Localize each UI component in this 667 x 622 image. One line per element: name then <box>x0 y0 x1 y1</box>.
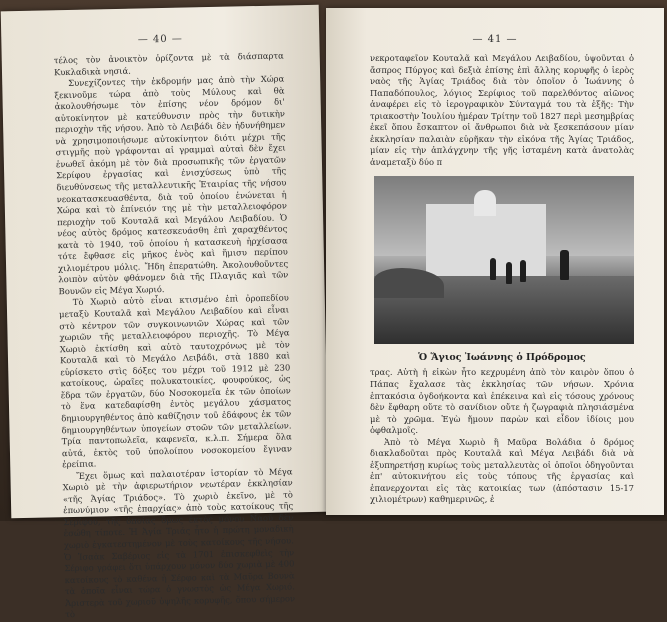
paragraph: τρας. Αὐτὴ ἡ εἰκὼν ἦτο κεχρυμένη ἀπὸ τὸν καιρὸν ὅπου ὁ Πάπας ἔχαλασε τὰς ἐκκλησίας τῶν νήσων. Χρόνια ἑπτακόσια ὀγδοήκοντα καὶ ἐπέκεινα καὶ εἰς τόσους χρόνους δὲν ἔφθαρη οὔτε τὸ σανίδιον οὔτε ἡ ζωγραφιὰ πλησιάσμένα μὲ τὸ χρῶμα. Ἐγὼ ἤμουν παρὼν καὶ εἶδον ἰδίοις μου ὀφθαλμοῖς. <box>370 367 634 436</box>
photo-person <box>520 260 526 282</box>
left-page <box>1 5 330 620</box>
paragraph: Τὸ Χωριὸ αὐτὸ εἶναι κτισμένο ἐπὶ ὀροπεδίου μεταξὺ Κουταλᾶ καὶ Μεγάλου Λειβαδίου καὶ εἶναι στὸ κέντρον τῶν συγκοινωνιῶν Χώρας καὶ τῶν χωριῶν τῆς μεταλλειοφόρου περιοχῆς. Τὸ Μέγα Χωριὸ ἐκτίσθη καὶ αὐτὸ ταυτοχρόνως μὲ τὸν Κουταλᾶ καὶ τὸ Μεγάλο Λειβάδι, στὰ 1880 καὶ εὑρίσκετο στὶς δόξες του μέχρι τοῦ 1912 μὲ 230 κατοίκους, ὡραῖες πολυκατοικίες, φουφούκος, ὡς ἕδρα τῶν ἐργατῶν, δύο Νοσοκομεῖα ἐκ τῶν ὁποίων τὸ ἕνα κατεδαφίσθη ἐντὸς μεγάλου χάσματος δημιουργηθέντος ἀπὸ καθίζησιν τοῦ ἐδάφους ἐκ τῶν δημιουργηθέντων ὑπογείων στοῶν τῶν μεταλλείων. Τρία παντοπωλεῖα, καφενεῖα, κ.λ.π. Σήμερα ὅλα αὐτά, ἐκτὸς τοῦ ὑπολοίπου νοσοκομείου ἔγιναν ἐρείπια. <box>58 292 293 470</box>
page-number-left: — 40 — <box>137 33 184 46</box>
paragraph: Ἀπὸ τὸ Μέγα Χωριὸ ἢ Μαῦρα Βολάδια ὁ δρόμος διακλαδοῦται πρὸς Κουταλᾶ καὶ Μέγα Λειβάδι διὰ νὰ ἐξυπηρετήσῃ κυρίως τοὺς μεταλλευτὰς οἱ ὁποῖοι ὁδηγοῦνται ἐπ' αὐτοκινήτου εἰς τοὺς τόπους τῆς ἐργασίας καὶ ἐπανερχονται εἰς τὰς κατοικίας των (ἀπόστασιν 15-17 χιλιομέτρων) καθημερινῶς, ἐ <box>370 436 634 505</box>
left-page-text <box>2 50 332 622</box>
paragraph: τέλος τὸν ἀνοικτὸν ὁρίζοντα μὲ τὰ διάσπαρτα Κυκλαδικὰ νησιά. <box>53 50 284 77</box>
right-page-text-top <box>326 53 664 168</box>
paragraph: Ἔχει ὅμως καὶ παλαιοτέραν ἱστορίαν τὸ Μέγα Χωριὸ μὲ τὴν ἀφιερωτήριον νεωτέραν ἐκκλησίαν «τῆς Ἁγίας Τριάδος». Τὸ χωριὸ ἐκεῖνο, μὲ τὸ ἐπωνύμιον «τῆς ἐπαρχίας» ἀπὸ τοὺς κατοίκους τῆς Σερίφου, τῆς ὁποίας ὅμως ἐκτὸς μόνου Ναοῦ δὲν ἐσώθη τίποτε. Ἡ Ἀγία Τριάς ἦτο ἡ πρώτη μοναδικὴ χωριὸ ἐγκατεστημένον μὲ τοὺς κατοίκους τῆς νήσου. Ὁ Ἰσαὰκ Σαβέριος εἰς τὰ 1701 ἐπισκεφθεὶς τὴν Σέριφο γράφει ὅτι ὑπάρχουν μόνον δύο χωριὰ μὲ 400 κατοίκους τὸ καθένα ἡ Σέρφο καὶ τὰ Μαῦρα Βουνὰ τὰ ὁποῖα εἶναι τώρα ὁ γνωστὸς ὡς Μέγα Χωριό. Ἀριστερὰ τοῦ χωριοῦ ὑψηλῆς κορυφῆς, ὅπου σήμερον τὸ <box>62 466 296 620</box>
photo-person <box>560 250 569 280</box>
photo-person <box>490 258 496 280</box>
photo-church-building <box>426 204 546 284</box>
paragraph: νεκροταφεῖον Κουταλᾶ καὶ Μεγάλου Λειβαδίου, ὑψοῦνται ὁ ἄσπρος Πύργος καὶ δεξιὰ ἐπίσης ἐπὶ ἄλλης κορυφῆς ὁ ἱερὸς ναὸς τῆς Ἁγίας Τριάδος διὰ τὸν ὁποῖον ὁ Ἰωάννης ὁ Παπαδόπουλος, λόγιος Σερίφιος τοῦ παρελθόντος αἰῶνος ἀναφέρει εἰς τὸ ἱερογραφικὸν Σύνταγμά του τὰ ἑξῆς: Τὴν τριακοστὴν Ἰουλίου ἡμέραν Τρίτην τοῦ 1827 περὶ μεσημβρίας ἐκεῖ ὅπου ἔσκαπτον οἱ ἄνθρωποι διὰ νὰ ξεσκεπάσουν μίαν ἐκκλησίαν παλαιὰν εὑρῆκαν τὴν εἰκόνα τῆς Ἁγίας Τριάδος, μίαν εἰς τὴν ἀπλάγχνην τῆς γῆς ἱσταμένη κατὰ ἀνατολὰς ἀναμεταξὺ δύο π <box>370 53 634 167</box>
paragraph: Συνεχίζοντες τὴν ἐκδρομήν μας ἀπὸ τὴν Χώρα ξεκινοῦμε τώρα ἀπὸ τοὺς Μύλους καὶ θὰ ἀκολουθήσωμε τὸν ἐπίσης νέον δρόμον δι' αὐτοκίνητον μὲ κατεύθυνσιν πρὸς τὴν δυτικὴν περιοχὴν τῆς νήσου. Ἀπὸ τὸ Λειβάδι δὲν ἠδυνήθημεν νὰ χρησιμοποιήσωμε αὐτοκίνητον διότι μέχρι τῆς στιγμῆς ποὺ γράφονται αἱ γραμμαὶ αὐταὶ δὲν ἔχει ἑνωθεῖ ἀκόμη μὲ τὸν διὰ προσωπικῆς τῶν ἐργατῶν Σερίφου ἐργασίας καὶ ἐνισχύσεως ὑπὸ τῆς διευθύνσεως τῆς μεταλλευτικῆς Ἑταιρίας τῆς νήσου νεοκατασκευασθέντα, διὰ τοῦ ὁποίου ἑνώνεται ἡ Χώρα καὶ τὸ ἐπίνειόν της μὲ τὴν μεταλλειοφόρον περιοχὴν τοῦ Κουταλᾶ καὶ Μεγάλου Λειβαδίου. Ὁ νέος αὐτὸς δρόμος κατεσκευάσθη ἐπὶ χαραχθέντος κατὰ τὸ 1940, τοῦ ὁποίου ἡ κατασκευὴ ἠρχίσασα τότε ἔφθασε εἰς μῆκος ἑνὸς καὶ ἥμισυ περίπου χιλιομέτρου μόλις. Ἤδη ἐπερατώθη. Ἀκολουθοῦντες λοιπὸν αὐτὸν φθάνομεν διὰ τῆς Πλαγιᾶς καὶ τῶν Βουνῶν εἰς Μέγα Χωριό. <box>54 73 289 297</box>
photo-person <box>506 262 512 284</box>
page-number-right: — 41 — <box>472 34 518 45</box>
church-photo <box>374 176 634 344</box>
photo-caption: Ὁ Ἅγιος Ἰωάννης ὁ Πρόδρομος <box>418 352 586 364</box>
photo-church-bell-tower <box>474 190 496 216</box>
right-page <box>326 8 664 515</box>
right-page-text-bottom <box>326 367 664 506</box>
